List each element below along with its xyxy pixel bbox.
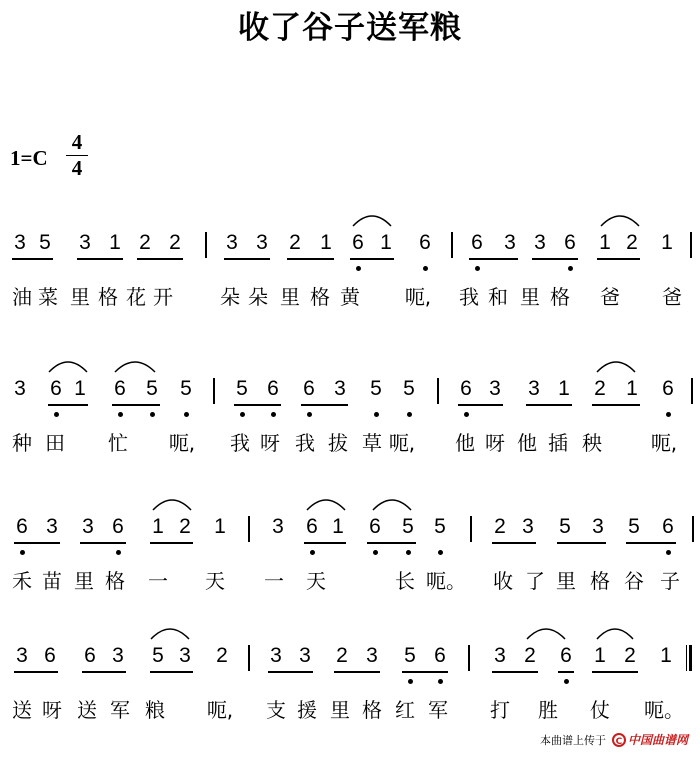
- note: 3: [592, 515, 604, 538]
- lyric-syllable: 禾: [12, 569, 32, 593]
- lyric-syllable: 我: [230, 431, 250, 455]
- final-barline: [686, 645, 692, 671]
- lyric-syllable: 黄: [340, 285, 360, 309]
- key-signature: 1=C: [10, 146, 48, 170]
- eighth-note-underline: [301, 404, 348, 406]
- lyric-syllable: 里: [520, 285, 540, 309]
- eighth-note-underline: [492, 542, 536, 544]
- note: 1: [594, 644, 606, 667]
- eighth-note-underline: [234, 404, 281, 406]
- eighth-note-underline: [150, 542, 193, 544]
- lyric-syllable: 忙: [108, 431, 128, 455]
- note: 3: [299, 644, 311, 667]
- note: 2: [524, 644, 536, 667]
- lyric-syllable: 仗: [590, 698, 610, 722]
- eighth-note-underline: [80, 542, 126, 544]
- eighth-note-underline: [402, 671, 448, 673]
- note: 5: [236, 377, 248, 400]
- slur: [114, 358, 156, 374]
- score-line: [0, 232, 700, 312]
- note: 1: [661, 231, 673, 254]
- lyric-syllable: 里: [330, 698, 350, 722]
- barline: [437, 378, 439, 404]
- note: 6: [303, 377, 315, 400]
- eighth-note-underline: [592, 404, 640, 406]
- note: 5: [146, 377, 158, 400]
- note: 1: [74, 377, 86, 400]
- barline: [692, 516, 694, 542]
- eighth-note-underline: [48, 404, 88, 406]
- lower-octave-dot: [307, 412, 312, 417]
- note: 1: [558, 377, 570, 400]
- note: 3: [46, 515, 58, 538]
- lyric-syllable: 里: [280, 285, 300, 309]
- lyric-syllable: 花: [126, 285, 146, 309]
- lyric-syllable: 他: [455, 431, 475, 455]
- lyric-syllable: 里: [70, 285, 90, 309]
- note: 3: [489, 377, 501, 400]
- eighth-note-underline: [626, 542, 676, 544]
- note: 6: [306, 515, 318, 538]
- note: 1: [626, 377, 638, 400]
- lower-octave-dot: [666, 412, 671, 417]
- eighth-note-underline: [492, 671, 538, 673]
- lower-octave-dot: [423, 266, 428, 271]
- note: 6: [471, 231, 483, 254]
- eighth-note-underline: [367, 542, 416, 544]
- eighth-note-underline: [526, 404, 572, 406]
- eighth-note-underline: [268, 671, 313, 673]
- note: 6: [267, 377, 279, 400]
- barline: [248, 516, 250, 542]
- note: 2: [626, 231, 638, 254]
- note: 6: [560, 644, 572, 667]
- lyric-syllable: 呃,: [404, 285, 432, 309]
- note: 6: [434, 644, 446, 667]
- note: 6: [662, 515, 674, 538]
- eighth-note-underline: [14, 542, 60, 544]
- note: 2: [169, 231, 181, 254]
- note: 5: [39, 231, 51, 254]
- note: 6: [112, 515, 124, 538]
- note: 5: [403, 377, 415, 400]
- lyric-syllable: 一: [148, 569, 168, 593]
- lyric-syllable: 呃。: [426, 569, 466, 593]
- note: 1: [109, 231, 121, 254]
- lyric-syllable: 呃,: [168, 431, 196, 455]
- note: 6: [16, 515, 28, 538]
- lyric-syllable: 军: [110, 698, 130, 722]
- lyric-syllable: 了: [525, 569, 545, 593]
- lower-octave-dot: [118, 412, 123, 417]
- lyric-syllable: 支: [266, 698, 286, 722]
- lyric-syllable: 草: [362, 431, 382, 455]
- barline: [691, 378, 693, 404]
- time-signature: [66, 132, 88, 179]
- barline: [451, 232, 453, 258]
- lyric-syllable: 呃。: [644, 698, 684, 722]
- note: 6: [84, 644, 96, 667]
- lyric-syllable: 朵: [248, 285, 268, 309]
- lyric-syllable: 呀: [485, 431, 505, 455]
- upload-text: 本曲谱上传于: [539, 733, 606, 747]
- score-title: 收了谷子送军粮: [238, 10, 462, 46]
- note: 5: [402, 515, 414, 538]
- eighth-note-underline: [77, 258, 123, 260]
- note: 3: [16, 644, 28, 667]
- note: 3: [534, 231, 546, 254]
- lyric-syllable: 田: [45, 431, 65, 455]
- note: 6: [352, 231, 364, 254]
- lyric-syllable: 谷: [624, 569, 644, 593]
- eighth-note-underline: [458, 404, 503, 406]
- note: 6: [369, 515, 381, 538]
- lyric-syllable: 爸: [600, 285, 620, 309]
- slur: [600, 212, 640, 228]
- note: 6: [460, 377, 472, 400]
- lyric-syllable: 子: [660, 569, 680, 593]
- note: 3: [226, 231, 238, 254]
- slur: [372, 496, 412, 512]
- note: 5: [370, 377, 382, 400]
- lyric-syllable: 我: [295, 431, 315, 455]
- note: 3: [366, 644, 378, 667]
- note: 1: [214, 515, 226, 538]
- lower-octave-dot: [438, 550, 443, 555]
- lower-octave-dot: [54, 412, 59, 417]
- lyric-syllable: 他: [517, 431, 537, 455]
- slur: [596, 625, 634, 641]
- lyric-syllable: 苗: [42, 569, 62, 593]
- lower-octave-dot: [564, 679, 569, 684]
- note: 1: [599, 231, 611, 254]
- lyric-syllable: 菜: [38, 285, 58, 309]
- note: 5: [404, 644, 416, 667]
- lyric-syllable: 种: [12, 431, 32, 455]
- note: 3: [14, 231, 26, 254]
- lower-octave-dot: [373, 550, 378, 555]
- lyric-syllable: 胜: [538, 698, 558, 722]
- barline: [213, 378, 215, 404]
- lyric-syllable: 呃,: [206, 698, 234, 722]
- lyric-syllable: 里: [74, 569, 94, 593]
- note: 1: [380, 231, 392, 254]
- lyric-syllable: 援: [297, 698, 317, 722]
- lower-octave-dot: [240, 412, 245, 417]
- eighth-note-underline: [112, 404, 160, 406]
- note: 2: [624, 644, 636, 667]
- note: 2: [216, 644, 228, 667]
- footer-credit: [540, 731, 688, 748]
- lyric-syllable: 秧: [582, 431, 602, 455]
- eighth-note-underline: [287, 258, 334, 260]
- lyric-syllable: 天: [205, 569, 225, 593]
- lyric-syllable: 军: [428, 698, 448, 722]
- lyric-syllable: 送: [12, 698, 32, 722]
- note: 6: [44, 644, 56, 667]
- lower-octave-dot: [464, 412, 469, 417]
- lyric-syllable: 朵: [220, 285, 240, 309]
- eighth-note-underline: [224, 258, 270, 260]
- note: 3: [494, 644, 506, 667]
- eighth-note-underline: [14, 671, 58, 673]
- lyric-syllable: 一: [264, 569, 284, 593]
- lyric-syllable: 格: [98, 285, 118, 309]
- eighth-note-underline: [469, 258, 518, 260]
- lower-octave-dot: [666, 550, 671, 555]
- slur: [150, 625, 190, 641]
- note: 3: [528, 377, 540, 400]
- slur: [306, 496, 346, 512]
- lyric-syllable: 红: [395, 698, 415, 722]
- slur: [352, 212, 392, 228]
- note: 2: [494, 515, 506, 538]
- lyric-syllable: 收: [493, 569, 513, 593]
- lyric-syllable: 爸: [662, 285, 682, 309]
- lower-octave-dot: [407, 412, 412, 417]
- note: 5: [180, 377, 192, 400]
- note: 3: [179, 644, 191, 667]
- lower-octave-dot: [408, 679, 413, 684]
- barline: [468, 645, 470, 671]
- score-line: [0, 516, 700, 596]
- note: 2: [594, 377, 606, 400]
- note: 6: [50, 377, 62, 400]
- lyric-syllable: 和: [488, 285, 508, 309]
- lyric-syllable: 插: [548, 431, 568, 455]
- lyric-syllable: 格: [105, 569, 125, 593]
- note: 1: [332, 515, 344, 538]
- lyric-syllable: 我: [459, 285, 479, 309]
- slur: [48, 358, 88, 374]
- lyric-syllable: 长: [395, 569, 415, 593]
- site-name[interactable]: 中国曲谱网: [627, 733, 688, 747]
- lower-octave-dot: [406, 550, 411, 555]
- score-line: [0, 645, 700, 725]
- slur: [526, 625, 566, 641]
- note: 3: [112, 644, 124, 667]
- lyric-syllable: 开: [153, 285, 173, 309]
- eighth-note-underline: [304, 542, 346, 544]
- lower-octave-dot: [475, 266, 480, 271]
- lyric-syllable: 格: [590, 569, 610, 593]
- eighth-note-underline: [557, 542, 606, 544]
- eighth-note-underline: [150, 671, 193, 673]
- lower-octave-dot: [271, 412, 276, 417]
- slur: [152, 496, 192, 512]
- lower-octave-dot: [20, 550, 25, 555]
- lyric-syllable: 格: [362, 698, 382, 722]
- lower-octave-dot: [150, 412, 155, 417]
- note: 2: [336, 644, 348, 667]
- lyric-syllable: 呀: [260, 431, 280, 455]
- lower-octave-dot: [184, 412, 189, 417]
- lyric-syllable: 送: [77, 698, 97, 722]
- score-line: [0, 378, 700, 458]
- note: 5: [434, 515, 446, 538]
- note: 6: [114, 377, 126, 400]
- eighth-note-underline: [82, 671, 126, 673]
- lower-octave-dot: [568, 266, 573, 271]
- lyric-syllable: 拔: [328, 431, 348, 455]
- eighth-note-underline: [597, 258, 640, 260]
- lyric-syllable: 呀: [42, 698, 62, 722]
- lyric-syllable: 天: [306, 569, 326, 593]
- note: 3: [272, 515, 284, 538]
- note: 3: [79, 231, 91, 254]
- lower-octave-dot: [374, 412, 379, 417]
- note: 1: [152, 515, 164, 538]
- eighth-note-underline: [137, 258, 183, 260]
- note: 2: [289, 231, 301, 254]
- note: 5: [628, 515, 640, 538]
- note: 3: [256, 231, 268, 254]
- note: 3: [504, 231, 516, 254]
- lower-octave-dot: [116, 550, 121, 555]
- note: 2: [179, 515, 191, 538]
- lyric-syllable: 格: [550, 285, 570, 309]
- lyric-syllable: 呃,: [388, 431, 416, 455]
- lower-octave-dot: [310, 550, 315, 555]
- slur: [596, 358, 636, 374]
- eighth-note-underline: [532, 258, 578, 260]
- site-logo-icon: C: [612, 733, 626, 747]
- eighth-note-underline: [558, 671, 574, 673]
- barline: [470, 516, 472, 542]
- note: 3: [270, 644, 282, 667]
- lower-octave-dot: [438, 679, 443, 684]
- barline: [205, 232, 207, 258]
- note: 3: [522, 515, 534, 538]
- lower-octave-dot: [356, 266, 361, 271]
- time-signature-denominator: 4: [66, 155, 88, 179]
- note: 6: [662, 377, 674, 400]
- note: 5: [559, 515, 571, 538]
- eighth-note-underline: [592, 671, 638, 673]
- barline: [248, 645, 250, 671]
- lyric-syllable: 粮: [145, 698, 165, 722]
- lyric-syllable: 油: [12, 285, 32, 309]
- note: 6: [419, 231, 431, 254]
- note: 2: [139, 231, 151, 254]
- lyric-syllable: 格: [310, 285, 330, 309]
- time-signature-numerator: 4: [71, 130, 83, 154]
- eighth-note-underline: [12, 258, 53, 260]
- lyric-syllable: 打: [490, 698, 510, 722]
- note: 3: [334, 377, 346, 400]
- eighth-note-underline: [350, 258, 394, 260]
- lyric-syllable: 里: [556, 569, 576, 593]
- eighth-note-underline: [334, 671, 380, 673]
- lyric-syllable: 呃,: [650, 431, 678, 455]
- note: 1: [320, 231, 332, 254]
- note: 1: [660, 644, 672, 667]
- note: 3: [82, 515, 94, 538]
- barline: [690, 232, 692, 258]
- note: 3: [14, 377, 26, 400]
- note: 6: [564, 231, 576, 254]
- note: 5: [152, 644, 164, 667]
